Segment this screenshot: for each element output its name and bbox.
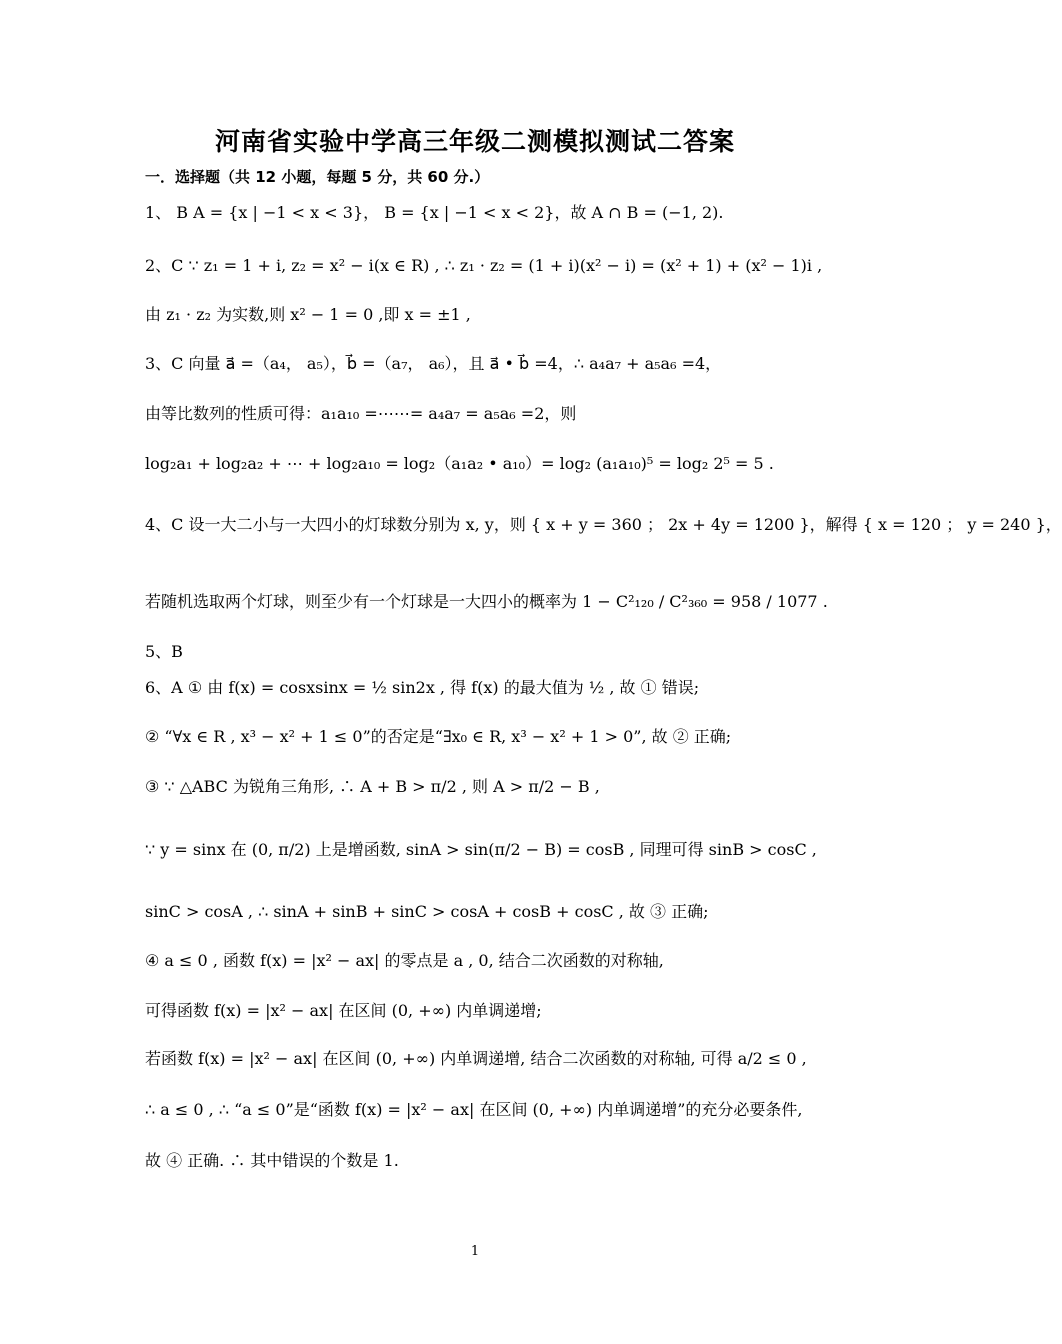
answer-line: 故 ④ 正确. ∴ 其中错误的个数是 1. (145, 1151, 399, 1170)
answer-line: 若随机选取两个灯球，则至少有一个灯球是一大四小的概率为 1 − C²₁₂₀ / C²₃₆₀ = 958 / 1077 . (145, 592, 828, 611)
page-title: 河南省实验中学高三年级二测模拟测试二答案 (214, 127, 735, 156)
answer-line: ② “∀x ∈ R , x³ − x² + 1 ≤ 0”的否定是“∃x₀ ∈ R, x³ − x² + 1 > 0”, 故 ② 正确; (145, 727, 732, 746)
page-number: 1 (470, 1244, 480, 1259)
answer-line: 5、B (145, 642, 183, 661)
answer-line: 可得函数 f(x) = |x² − ax| 在区间 (0, +∞) 内单调递增; (145, 1001, 542, 1020)
answer-line: ∵ y = sinx 在 (0, π/2) 上是增函数, sinA > sin(π/2 − B) = cosB , 同理可得 sinB > cosC , (145, 840, 817, 859)
answer-line: 6、A ① 由 f(x) = cosxsinx = ½ sin2x , 得 f(x) 的最大值为 ½ , 故 ① 错误; (145, 678, 700, 697)
answer-line: ④ a ≤ 0 , 函数 f(x) = |x² − ax| 的零点是 a , 0, 结合二次函数的对称轴, (145, 951, 664, 970)
answer-line: 3、C 向量 a⃗ =（a₄， a₅），b⃗ =（a₇， a₆），且 a⃗ • b⃗ =4，∴ a₄a₇ + a₅a₆ =4， (145, 354, 722, 373)
answer-line: 若函数 f(x) = |x² − ax| 在区间 (0, +∞) 内单调递增, 结合二次函数的对称轴, 可得 a/2 ≤ 0 , (145, 1049, 807, 1068)
answer-line: 由 z₁ · z₂ 为实数,则 x² − 1 = 0 ,即 x = ±1 , (145, 305, 471, 324)
answer-line: ∴ a ≤ 0 , ∴ “a ≤ 0”是“函数 f(x) = |x² − ax| 在区间 (0, +∞) 内单调递增”的充分必要条件, (145, 1100, 803, 1119)
section-heading: 一．选择题（共 12 小题，每题 5 分，共 60 分.） (145, 168, 490, 186)
answer-line: 1、 B A = {x | −1 < x < 3}， B = {x | −1 < x < 2}，故 A ∩ B = (−1, 2). (145, 203, 724, 222)
answer-line: 4、C 设一大二小与一大四小的灯球数分别为 x, y，则 { x + y = 360 ； 2x + 4y = 1200 }，解得 { x = 120 ； y = 240 }， (145, 515, 1062, 534)
answer-line: 2、C ∵ z₁ = 1 + i, z₂ = x² − i(x ∈ R) , ∴ z₁ · z₂ = (1 + i)(x² − i) = (x² + 1) + (x² − 1)i , (145, 256, 823, 275)
answer-line: sinC > cosA , ∴ sinA + sinB + sinC > cosA + cosB + cosC , 故 ③ 正确; (145, 902, 709, 921)
answer-line: ③ ∵ △ABC 为锐角三角形, ∴ A + B > π/2 , 则 A > π/2 − B , (145, 777, 600, 796)
answer-line: log₂a₁ + log₂a₂ + ⋯ + log₂a₁₀ = log₂（a₁a₂ • a₁₀）= log₂ (a₁a₁₀)⁵ = log₂ 2⁵ = 5 . (145, 454, 774, 473)
answer-line: 由等比数列的性质可得：a₁a₁₀ =⋯⋯= a₄a₇ = a₅a₆ =2，则 (145, 404, 577, 423)
